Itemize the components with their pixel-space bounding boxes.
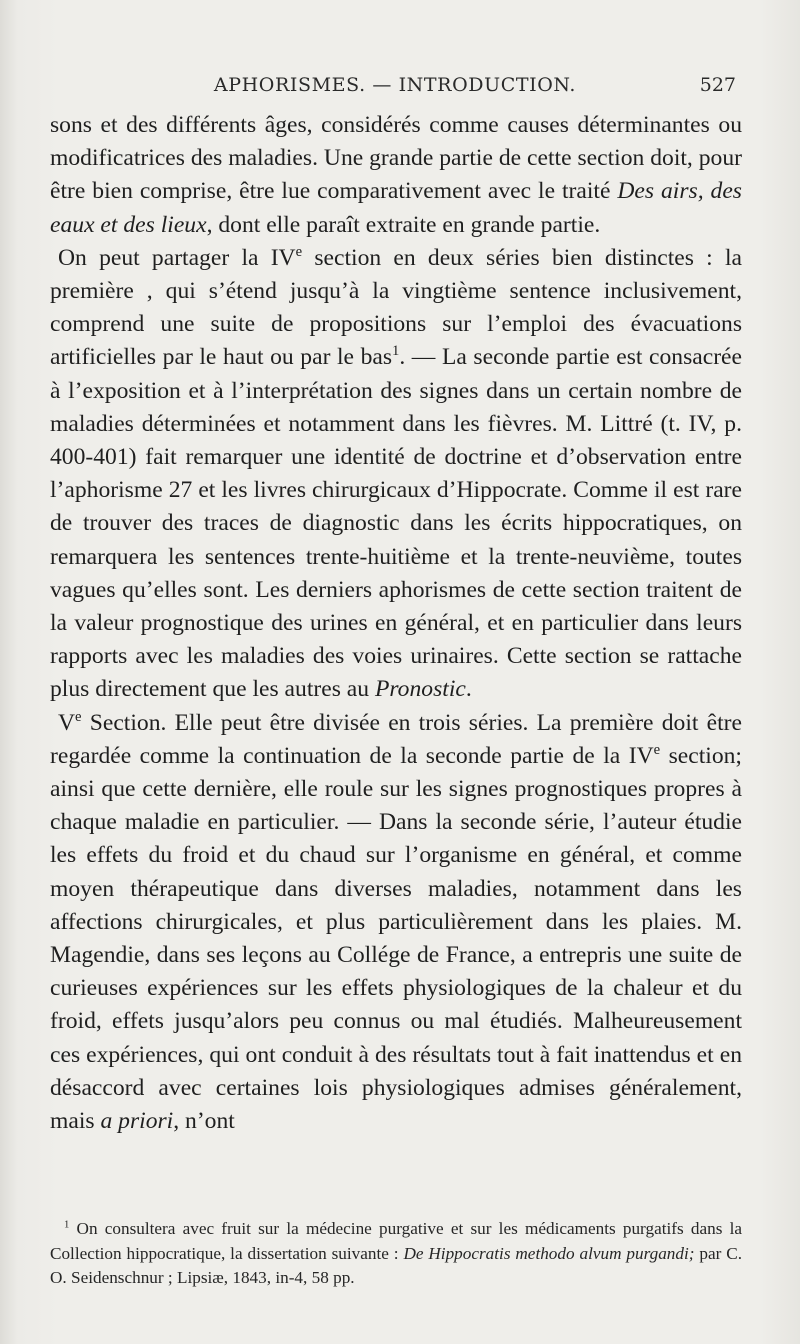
- treatise-title: Des airs, des eaux et des lieux: [50, 178, 742, 238]
- a-priori-italic: a priori: [100, 1108, 174, 1135]
- paragraph-3-text-d: , n’ont: [173, 1108, 235, 1135]
- paragraph-1-text-a: sons et des différents âges, considérés comme causes déterminantes ou modificatrices des maladies. Une grande partie de cette section doit, pour être bien comprise, être lue comparativement avec le traité: [50, 112, 742, 205]
- footnote-title-italic: De Hippocratis methodo alvum purgandi;: [403, 1243, 695, 1263]
- paragraph-3-text-a: V: [58, 709, 76, 736]
- pronostic-italic: Pronostic: [374, 676, 466, 703]
- footnote-paragraph: [50, 1217, 742, 1291]
- paragraph-2-text-b: section en deux séries bien distinctes : la première , qui s’étend jusqu’à la vingtième sentence inclusivement, comprend une suite de propositions sur l’emploi des évacuations artificielles par le haut ou par le bas: [50, 244, 742, 371]
- superscript-e: e: [75, 708, 82, 725]
- paragraph-1-text-b: , dont elle paraît extraite en grande partie.: [206, 211, 601, 238]
- paragraph-3: [50, 707, 742, 1139]
- superscript-e: e: [653, 742, 661, 758]
- page-number: 527: [699, 74, 736, 96]
- footnote-text-a: On consultera avec fruit sur la médecine purgative et sur les médicaments purgatifs dans la Collection hippocratique, la dissertation suivante :: [50, 1219, 742, 1263]
- page-header: [50, 74, 740, 104]
- running-title: APHORISMES. — INTRODUCTION.: [213, 74, 577, 96]
- footnote-marker: 1: [64, 1219, 70, 1231]
- paragraph-3-text-b: Section. Elle peut être divisée en trois séries. La première doit être regardée comme la continuation de la seconde partie de la IV: [50, 709, 742, 769]
- main-text: [50, 109, 742, 1138]
- paragraph-2-text-a: On peut partager la IV: [58, 244, 296, 271]
- footnote: [50, 1217, 742, 1291]
- footnote-text-b: par C. O. Seidenschnur ; Lipsiæ, 1843, in-4, 58 pp.: [50, 1243, 742, 1287]
- paragraph-2-text-d: .: [465, 676, 472, 703]
- paragraph-3-text-c: section; ainsi que cette dernière, elle roule sur les signes prognostiques propres à chaque maladie en particulier. — Dans la seconde série, l’auteur étudie les effets du froid et du chaud sur l’organisme en général, et comme moyen thérapeutique dans diverses maladies, notamment dans les affections chirurgicales, et plus particulièrement dans les plaies. M. Magendie, dans ses leçons au Collége de France, a entrepris une suite de curieuses expériences sur les effets physiologiques de la chaleur et du froid, effets jusqu’alors peu connus ou mal étudiés. Malheureusement ces expériences, qui ont conduit à des résultats tout à fait inattendus et en désaccord avec certaines lois physiologiques admises généralement, mais: [50, 742, 742, 1135]
- superscript-e: e: [295, 243, 303, 260]
- paragraph-2: [50, 242, 742, 707]
- paragraph-1: [50, 109, 742, 242]
- paragraph-2-text-c: . — La seconde partie est consacrée à l’exposition et à l’interprétation des signes dans un certain nombre de maladies déterminées et notamment dans les fièvres. M. Littré (t. IV, p. 400-401) fait remarquer une identité de doctrine et d’observation entre l’aphorisme 27 et les livres chirurgicaux d’Hippocrate. Comme il est rare de trouver des traces de diagnostic dans les écrits hippocratiques, on remarquera les sentences trente-huitième et la trente-neuvième, toutes vagues qu’elles sont. Les derniers aphorismes de cette section traitent de la valeur prognostique des urines en général, et en particulier dans leurs rapports avec les maladies des voies urinaires. Cette section se rattache plus directement que les autres au: [50, 344, 742, 703]
- footnote-reference[interactable]: 1: [392, 343, 400, 360]
